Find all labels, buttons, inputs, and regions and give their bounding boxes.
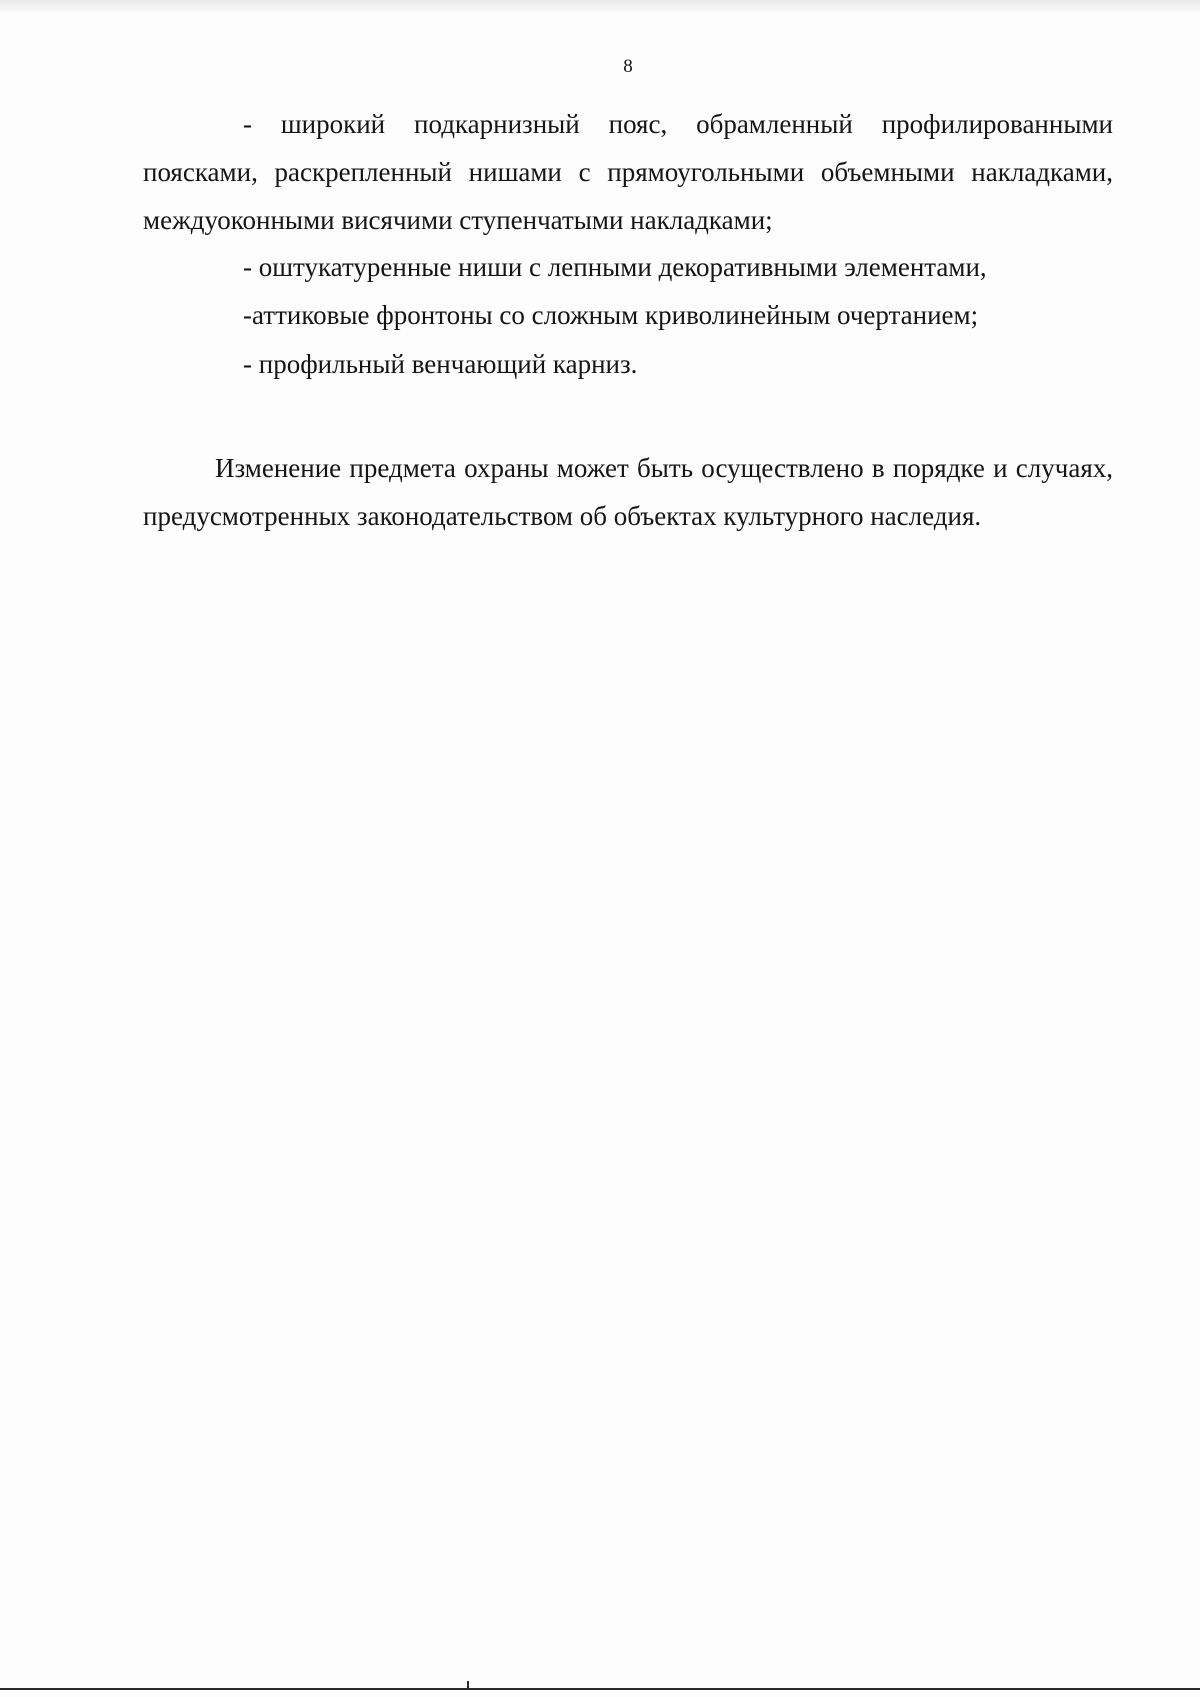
closing-paragraph: Изменение предмета охраны может быть осуществлено в порядке и случаях, предусмотренных законодательством об объектах культурного наследия. xyxy=(143,453,1113,531)
scan-edge-shadow xyxy=(0,0,1200,14)
list-item: - оштукатуренные ниши с лепными декоративными элементами, xyxy=(243,252,987,282)
list-item: - профильный венчающий карниз. xyxy=(243,349,638,379)
list-item: - широкий подкарнизный пояс, обрамленный профилированными поясками, раскрепленный нишами с прямоугольными объемными накладками, междуоконными висячими ступенчатыми накладками; xyxy=(143,109,1113,235)
bottom-scan-tick xyxy=(467,1681,469,1690)
list-item: -аттиковые фронтоны со сложным криволинейным очертанием; xyxy=(243,300,979,330)
bottom-scan-line xyxy=(0,1688,1200,1690)
page-number: 8 xyxy=(623,56,633,77)
